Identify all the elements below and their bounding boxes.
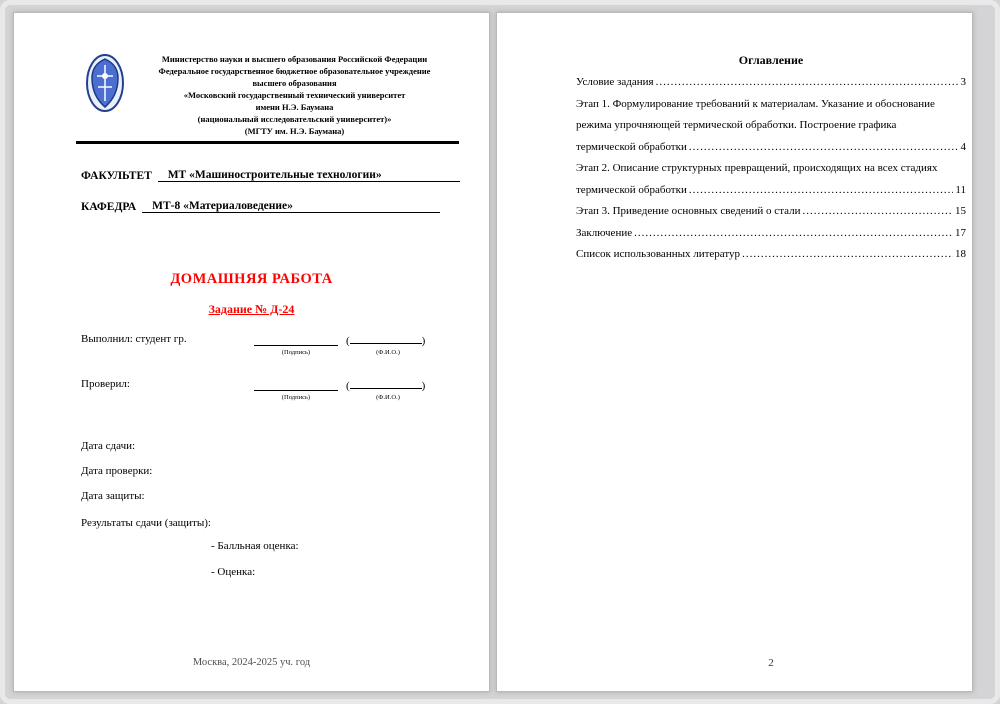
dot-leader [803, 201, 954, 223]
toc-entry [576, 201, 966, 223]
university-header-line: «Московский государственный технический университет [183, 90, 406, 100]
toc-entry-text: режима упрочняющей термической обработки. Построение графика [576, 119, 897, 131]
dot-leader [689, 180, 954, 202]
toc-entry-text: Этап 3. Приведение основных сведений о стали [576, 205, 801, 217]
toc-page-number: 3 [960, 76, 966, 88]
performed-label: Выполнил: студент гр. [81, 333, 187, 345]
university-header [122, 53, 467, 137]
toc-entry-text: Заключение [576, 226, 633, 239]
university-header-line: Федеральное государственное бюджетное образовательное учреждение [158, 66, 431, 76]
date-check-label: Дата проверки: [81, 465, 153, 477]
dot-leader [634, 223, 953, 245]
signature-blank-line [254, 390, 338, 391]
date-submit-label: Дата сдачи: [81, 440, 136, 452]
signature-blank-line [254, 345, 338, 346]
dot-leader [689, 137, 959, 159]
checked-captions [14, 394, 489, 404]
university-header-line: (национальный исследовательский университет)» [197, 114, 392, 124]
name-blank-line: ( ) [346, 335, 426, 347]
toc-entry [576, 158, 966, 201]
toc-entry-text: Этап 2. Описание структурных превращений, происходящих на всех стадиях [576, 162, 938, 174]
document-title: ДОМАШНЯЯ РАБОТА [170, 271, 333, 287]
dot-leader [656, 72, 959, 94]
toc-entry-text: термической обработки [576, 140, 687, 153]
name-blank-line: ( ) [346, 380, 426, 392]
department-value: МТ-8 «Материаловедение» [142, 200, 440, 213]
name-caption: (Ф.И.О.) [376, 394, 400, 401]
university-header-line: высшего образования [252, 78, 337, 88]
results-label: Результаты сдачи (защиты): [81, 517, 211, 529]
toc-page-number: 4 [960, 140, 966, 153]
page-number: 2 [768, 657, 774, 669]
toc-title: Оглавление [738, 53, 804, 67]
signature-caption: (Подпись) [281, 394, 311, 401]
city-year-footer: Москва, 2024-2025 уч. год [192, 657, 311, 668]
university-header-line: имени Н.Э. Баумана [255, 102, 334, 112]
toc-entry [576, 223, 966, 245]
header-divider [76, 141, 459, 144]
title-page [13, 12, 490, 692]
toc-page-number: 15 [955, 205, 966, 217]
assignment-number: Задание № Д-24 [208, 302, 295, 316]
contents-page [496, 12, 973, 692]
university-header-line: (МГТУ им. Н.Э. Баумана) [244, 126, 345, 136]
toc-page-number: 11 [955, 183, 966, 196]
toc-page-number: 17 [955, 226, 966, 239]
bmstu-emblem-icon [84, 53, 126, 113]
toc-page-number: 18 [955, 248, 966, 260]
toc-entry-text: термической обработки [576, 183, 687, 196]
faculty-label: ФАКУЛЬТЕТ [81, 170, 152, 182]
checked-label: Проверил: [81, 378, 130, 390]
toc-entry [576, 94, 966, 159]
department-row [81, 200, 440, 213]
dot-leader [742, 244, 953, 266]
name-caption: (Ф.И.О.) [376, 349, 400, 356]
date-defense-label: Дата защиты: [81, 490, 145, 502]
score-grade-label: - Оценка: [211, 566, 256, 578]
toc-entry-text: Этап 1. Формулирование требований к материалам. Указание и обоснование [576, 97, 935, 110]
department-label: КАФЕДРА [81, 201, 137, 213]
faculty-value: МТ «Машиностроительные технологии» [158, 169, 460, 182]
signature-caption: (Подпись) [281, 349, 311, 356]
toc-entry [576, 72, 966, 94]
university-header-line: Министерство науки и высшего образования Российской Федерации [161, 54, 428, 64]
toc-list [576, 72, 966, 266]
toc-entry-text: Условие задания [576, 76, 654, 88]
score-points-label: - Балльная оценка: [211, 540, 299, 552]
toc-entry [576, 244, 966, 266]
performed-captions [14, 349, 489, 359]
faculty-row [81, 169, 460, 182]
toc-entry-text: Список использованных литератур [576, 248, 741, 260]
